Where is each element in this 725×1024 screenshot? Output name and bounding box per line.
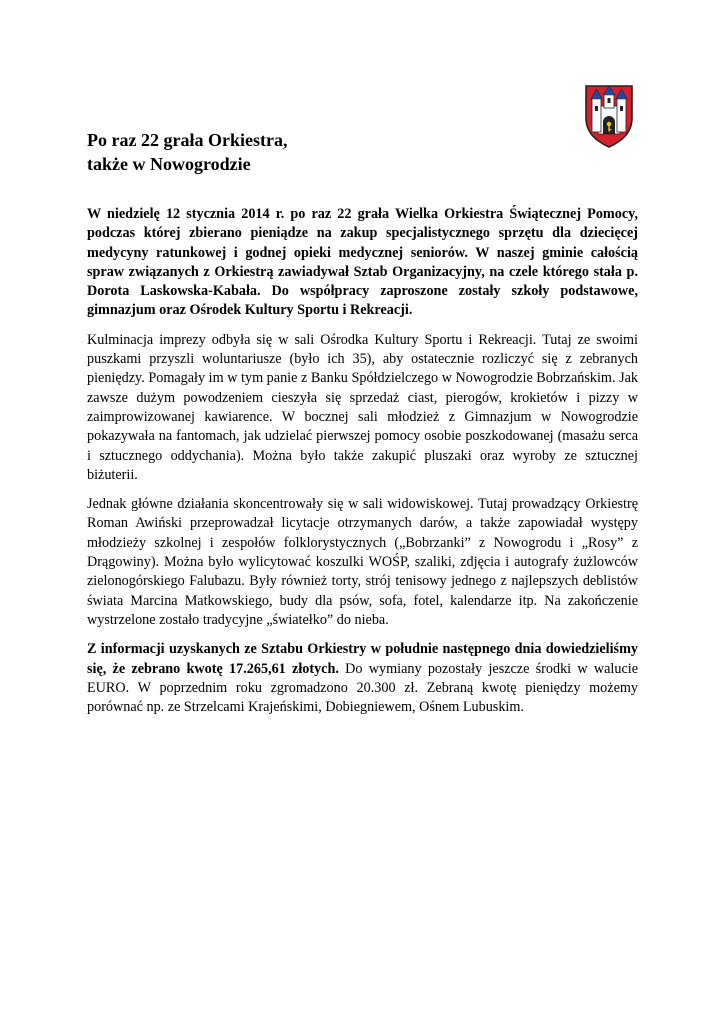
- paragraph-3: Jednak główne działania skoncentrowały się w sali widowiskowej. Tutaj prowadzący Orkiestrę Roman Awiński przeprowadzał licytacje otrzymanych darów, a także zapowiadał występy młodzieży szkolnej i zespołów folklorystycznych („Bobrzanki” z Nowogrodu i „Rosy” z Drągowiny). Można było wylicytować koszulki WOŚP, szaliki, zdjęcia i autografy żużlowców zielonogórskiego Falubazu. Były również torty, strój tenisowy jednego z najlepszych deblistów świata Marcina Matkowskiego, budy dla psów, sofa, fotel, kalendarze itp. Na zakończenie wystrzelone zostało tradycyjne „światełko” do nieba.: [87, 496, 638, 628]
- title-line-1: Po raz 22 grała Orkiestra,: [87, 130, 288, 150]
- paragraph-4-bold: Z informacji uzyskanych ze Sztabu Orkiestry w południe następnego dnia dowiedzieliśmy się, że zebrano kwotę 17.265,61 złotych.: [87, 641, 638, 677]
- lead-paragraph: W niedzielę 12 stycznia 2014 r. po raz 22 grała Wielka Orkiestra Świątecznej Pomocy, podczas której zbierano pieniądze na zakup specjalistycznego sprzętu dla dziecięcej medycyny ratunkowej i godnej opieki medycznej seniorów. W naszej gminie całością spraw związanych z Orkiestrą zawiadywał Sztab Organizacyjny, na czele którego stała p. Dorota Laskowska-Kabała. Do współpracy zaproszone zostały szkoły podstawowe, gimnazjum oraz Ośrodek Kultury Sportu i Rekreacji.: [87, 206, 638, 319]
- paragraph-2: Kulminacja imprezy odbyła się w sali Ośrodka Kultury Sportu i Rekreacji. Tutaj ze swoimi puszkami przyszli woluntariusze (było ich 35), aby ostatecznie rozliczyć się z zebranych pieniędzy. Pomagały im w tym panie z Banku Spółdzielczego w Nowogrodzie Bobrzańskim. Jak zawsze dużym powodzeniem cieszyła się sprzedaż ciast, pierogów, krokietów i pizzy w zaimprowizowanej kawiarence. W bocznej sali młodzież z Gimnazjum w Nowogrodzie pokazywała na fantomach, jak udzielać pierwszej pomocy osobie poszkodowanej (masażu serca i sztucznego oddychania). Można było także zakupić pluszaki oraz wyroby ze sztucznej biżuterii.: [87, 331, 638, 483]
- paragraph-4: [87, 640, 638, 717]
- article-body: [87, 205, 638, 727]
- title-line-2: także w Nowogrodzie: [87, 154, 251, 174]
- nowogrod-coat-of-arms-icon: [584, 84, 634, 148]
- paragraph-4-regular: Do wymiany pozostały jeszcze środki w walucie EURO. W poprzednim roku zgromadzono 20.300 zł. Zebraną kwotę pieniędzy możemy porównać np. ze Strzelcami Krajeńskimi, Dobiegniewem, Ośnem Lubuskim.: [87, 660, 638, 716]
- page-title: [87, 128, 547, 176]
